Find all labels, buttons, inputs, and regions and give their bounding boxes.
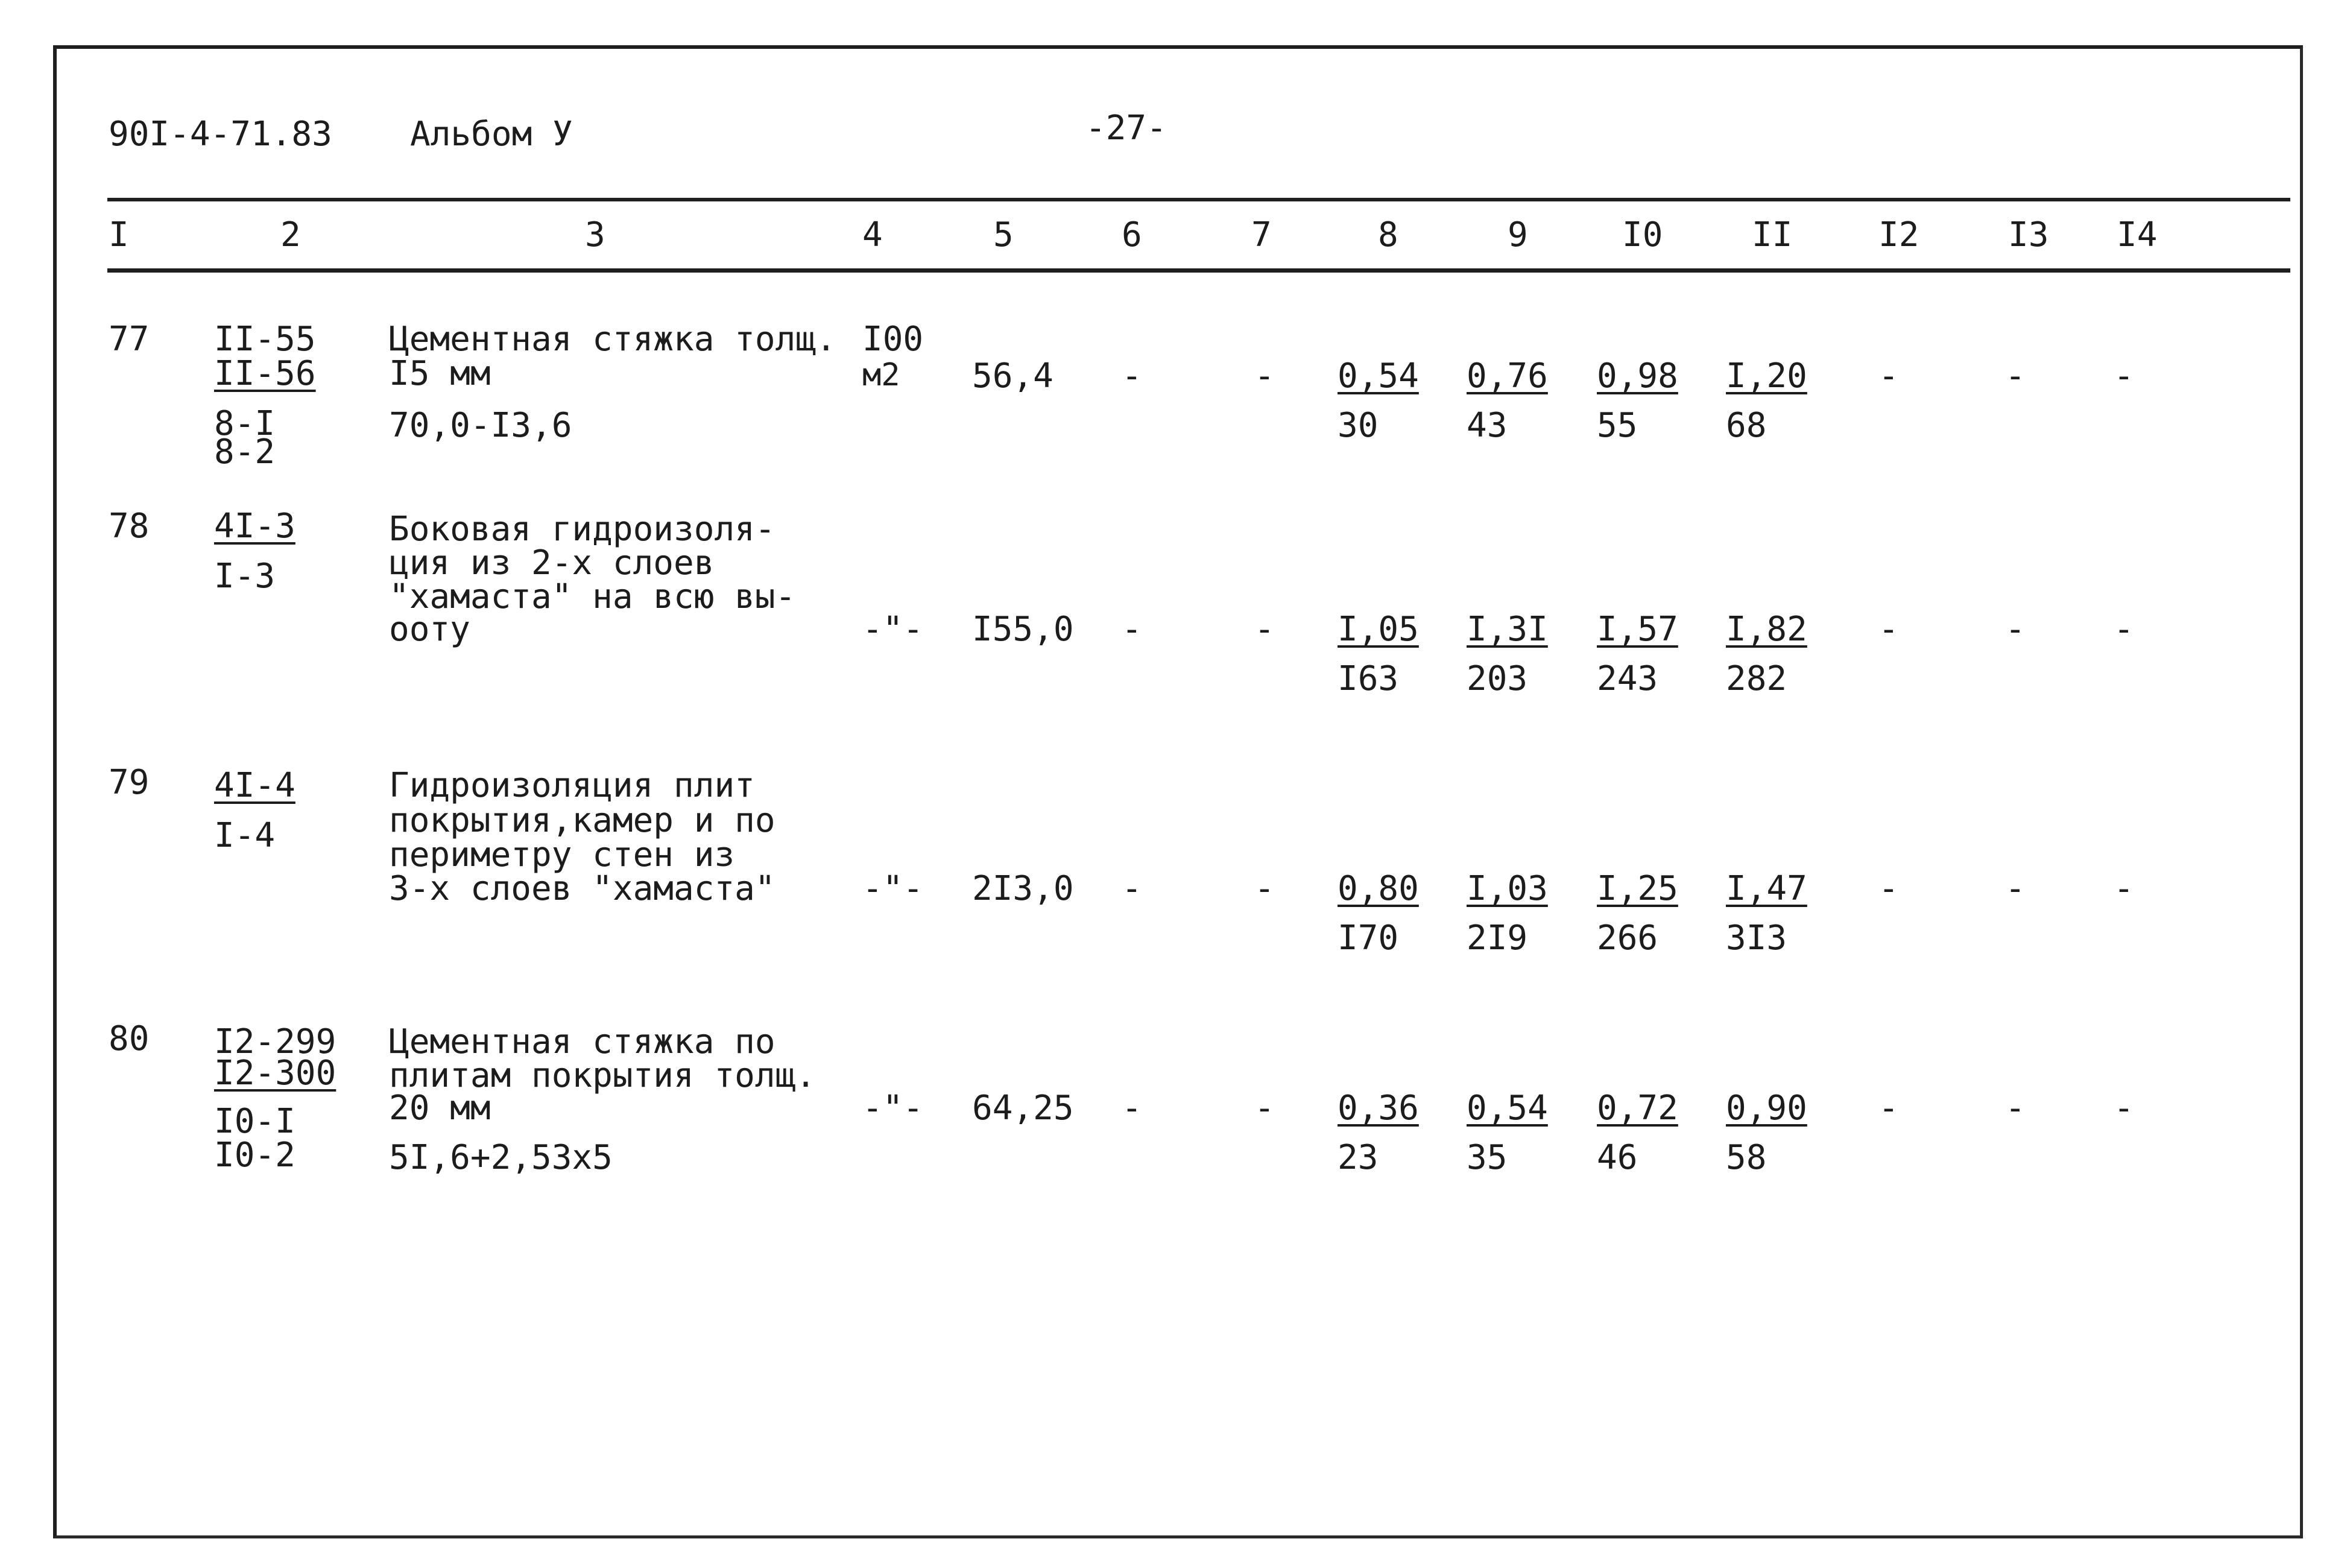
work-description: 5I,6+2,53x5 — [389, 1138, 613, 1177]
col13-value: - — [2005, 610, 2026, 649]
value-bottom: I70 — [1338, 918, 1399, 958]
norm-ref: I-3 — [214, 557, 276, 596]
row-number: 79 — [109, 763, 150, 802]
col13-value: - — [2005, 356, 2026, 396]
value-bottom: 2I9 — [1467, 918, 1528, 958]
work-description: Гидроизоляция плит — [389, 766, 755, 805]
row-number: 77 — [109, 320, 150, 359]
col-header-5: 5 — [993, 215, 1014, 254]
norm-ref: I2-299 — [214, 1022, 336, 1061]
value-top: I,57 — [1597, 610, 1678, 649]
col-header-2: 2 — [280, 215, 301, 254]
value-bottom: 58 — [1726, 1138, 1767, 1177]
unit: -"- — [862, 610, 924, 649]
work-description: периметру стен из — [389, 835, 735, 874]
col13-value: - — [2005, 1089, 2026, 1128]
work-description: Цементная стяжка толщ. — [389, 320, 836, 359]
col12-value: - — [1878, 1089, 1899, 1128]
work-description: 70,0-I3,6 — [389, 406, 572, 445]
col-header-1: I — [109, 215, 129, 254]
quantity: 64,25 — [972, 1089, 1074, 1128]
work-description: 3-х слоев "хамаста" — [389, 869, 775, 908]
col6-value: - — [1122, 869, 1142, 908]
norm-ref: 8-2 — [214, 432, 276, 472]
col6-value: - — [1122, 610, 1142, 649]
value-bottom: 3I3 — [1726, 918, 1787, 958]
norm-ref: I0-I — [214, 1102, 295, 1141]
value-top: 0,54 — [1467, 1089, 1548, 1128]
col7-value: - — [1254, 356, 1275, 396]
value-top: I,20 — [1726, 356, 1807, 396]
col13-value: - — [2005, 869, 2026, 908]
work-description: "хамаста" на всю вы- — [389, 577, 796, 616]
col12-value: - — [1878, 869, 1899, 908]
work-description: ция из 2-х слоев — [389, 543, 715, 583]
value-bottom: 68 — [1726, 406, 1767, 445]
value-top: 0,54 — [1338, 356, 1419, 396]
row-number: 80 — [109, 1019, 150, 1058]
col14-value: - — [2114, 610, 2134, 649]
value-bottom: 35 — [1467, 1138, 1508, 1177]
value-top: I,05 — [1338, 610, 1419, 649]
unit: м2 — [862, 357, 900, 393]
value-top: I,47 — [1726, 869, 1807, 908]
page-number: -27- — [1085, 109, 1167, 148]
work-description: ооту — [389, 610, 470, 649]
norm-ref: II-56 — [214, 354, 316, 393]
quantity: 56,4 — [972, 356, 1053, 396]
col-header-7: 7 — [1251, 215, 1272, 254]
value-top: 0,90 — [1726, 1089, 1807, 1128]
value-top: I,03 — [1467, 869, 1548, 908]
unit: -"- — [862, 869, 924, 908]
value-bottom: 23 — [1338, 1138, 1379, 1177]
value-top: 0,76 — [1467, 356, 1548, 396]
norm-ref: II-55 — [214, 320, 316, 359]
col-header-12: I2 — [1878, 215, 1919, 254]
value-top: 0,80 — [1338, 869, 1419, 908]
value-top: 0,72 — [1597, 1089, 1678, 1128]
col-header-10: I0 — [1622, 215, 1663, 254]
unit: I00 — [862, 320, 924, 359]
album-label: Альбом У — [410, 115, 573, 154]
value-top: 0,36 — [1338, 1089, 1419, 1128]
col-header-8: 8 — [1378, 215, 1398, 254]
document-code: 90I-4-71.83 — [109, 115, 332, 154]
norm-ref: 8-I — [214, 404, 276, 443]
header-bottom-rule — [107, 268, 2290, 273]
norm-ref: I2-300 — [214, 1054, 336, 1093]
work-description: покрытия,камер и по — [389, 801, 775, 840]
unit: -"- — [862, 1089, 924, 1128]
quantity: 2I3,0 — [972, 869, 1074, 908]
value-bottom: 203 — [1467, 659, 1528, 698]
col7-value: - — [1254, 1089, 1275, 1128]
value-bottom: I63 — [1338, 659, 1399, 698]
value-bottom: 243 — [1597, 659, 1658, 698]
col-header-9: 9 — [1508, 215, 1528, 254]
col7-value: - — [1254, 610, 1275, 649]
col14-value: - — [2114, 869, 2134, 908]
work-description: Боковая гидроизоля- — [389, 510, 775, 549]
header-top-rule — [107, 198, 2290, 201]
work-description: 20 мм — [389, 1089, 491, 1128]
value-bottom: 266 — [1597, 918, 1658, 958]
col14-value: - — [2114, 1089, 2134, 1128]
col-header-11: II — [1752, 215, 1793, 254]
norm-ref: I-4 — [214, 816, 276, 855]
col14-value: - — [2114, 356, 2134, 396]
norm-ref: 4I-3 — [214, 507, 295, 546]
value-top: I,3I — [1467, 610, 1548, 649]
col-header-4: 4 — [862, 215, 883, 254]
col12-value: - — [1878, 356, 1899, 396]
value-top: 0,98 — [1597, 356, 1678, 396]
work-description: плитам покрытия толщ. — [389, 1056, 816, 1095]
col6-value: - — [1122, 356, 1142, 396]
quantity: I55,0 — [972, 610, 1074, 649]
col6-value: - — [1122, 1089, 1142, 1128]
col12-value: - — [1878, 610, 1899, 649]
value-bottom: 43 — [1467, 406, 1508, 445]
col-header-13: I3 — [2008, 215, 2049, 254]
value-bottom: 55 — [1597, 406, 1638, 445]
norm-ref: 4I-4 — [214, 766, 295, 805]
value-bottom: 282 — [1726, 659, 1787, 698]
value-bottom: 46 — [1597, 1138, 1638, 1177]
work-description: I5 мм — [389, 354, 491, 393]
row-number: 78 — [109, 507, 150, 546]
work-description: Цементная стяжка по — [389, 1022, 775, 1061]
col7-value: - — [1254, 869, 1275, 908]
value-top: I,82 — [1726, 610, 1807, 649]
col-header-6: 6 — [1122, 215, 1142, 254]
value-bottom: 30 — [1338, 406, 1379, 445]
value-top: I,25 — [1597, 869, 1678, 908]
col-header-14: I4 — [2117, 215, 2158, 254]
norm-ref: I0-2 — [214, 1136, 295, 1175]
col-header-3: 3 — [585, 215, 605, 254]
